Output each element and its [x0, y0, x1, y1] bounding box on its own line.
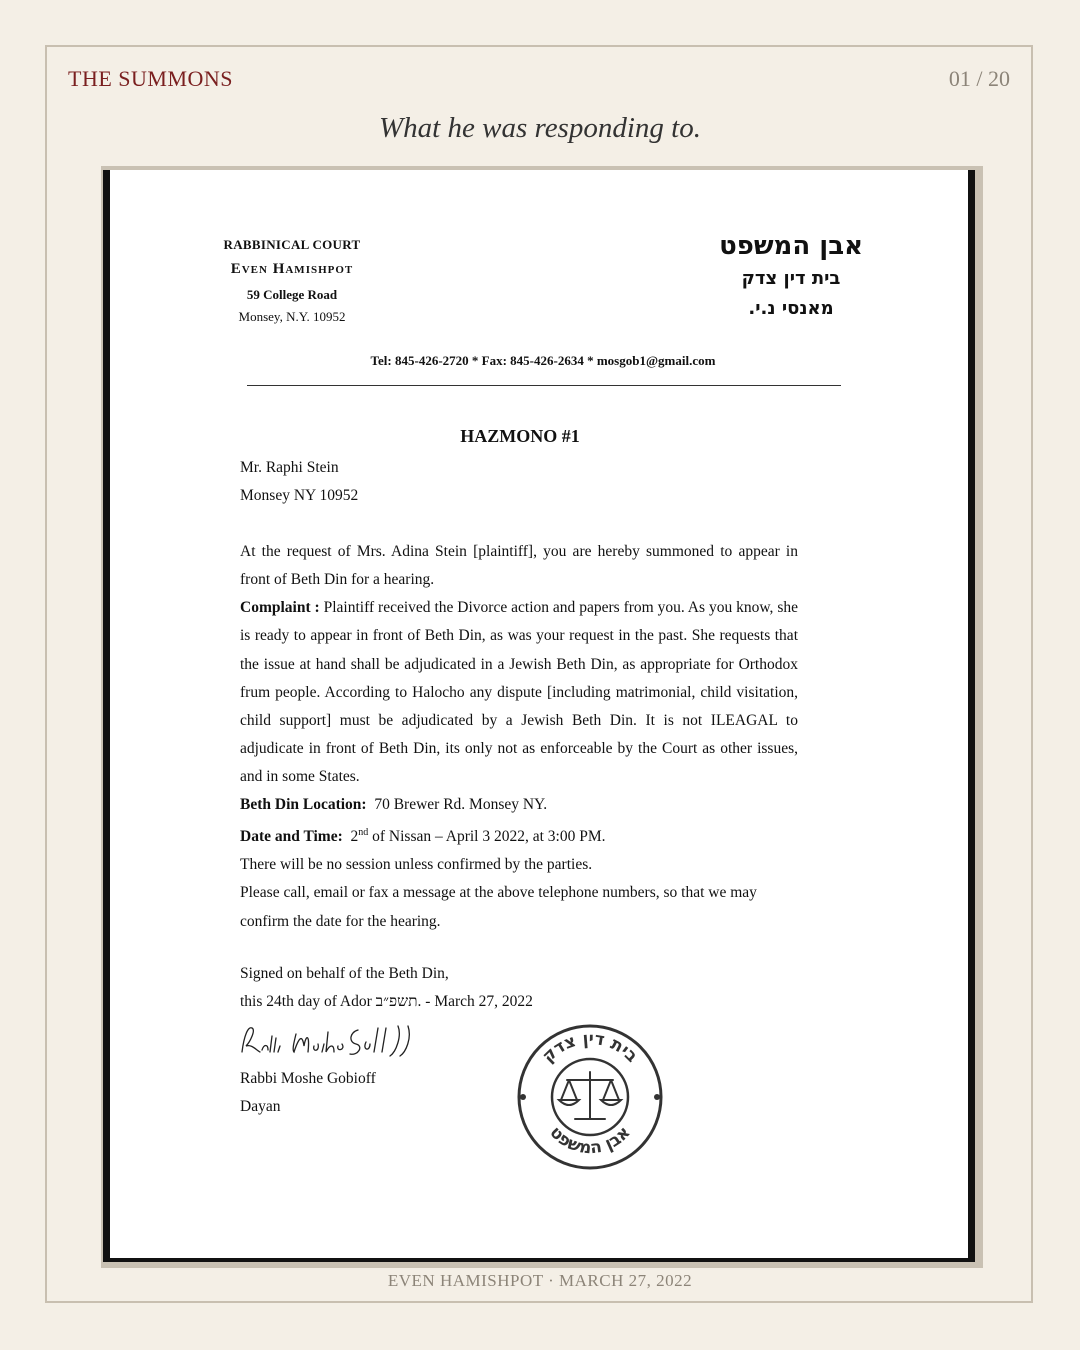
signed-line-1: Signed on behalf of the Beth Din,: [240, 964, 449, 982]
datetime-line: [240, 819, 798, 851]
document-body: [240, 454, 798, 1016]
signed-line-2: this 24th day of Ador ‎תשפ״ב.‎ - March 27, 2022: [240, 992, 533, 1010]
page-counter: 01 / 20: [948, 66, 1010, 91]
complaint-text: Plaintiff received the Divorce action and papers from you. As you know, she is ready to appear in front of Beth Din, as was your request in the past. She requests that the issue at hand shall be adjudicated in a Jewish Beth Din, as appropriate for Orthodox frum people. According to Halocho any dispute [including matrimonial, child visitation, child support] must be adjudicated by a Jewish Beth Din. It is not ILEAGAL to adjudicate in front of Beth Din, its only not as enforceable by the Court as other issues, and in some States.: [240, 599, 798, 785]
location-line: [240, 791, 798, 819]
letterhead-hebrew: [719, 228, 863, 324]
letterhead-hebrew-court: בית דין צדק: [741, 268, 841, 289]
request-paragraph: At the request of Mrs. Adina Stein [plaintiff], you are hereby summoned to appear in front of Beth Din for a hearing.: [240, 543, 798, 589]
letterhead-city: Monsey, N.Y. 10952: [238, 309, 346, 324]
letterhead-english: [220, 236, 364, 328]
datetime-suffix: nd: [358, 827, 369, 839]
please-call-note: Please call, email or fax a message at the above telephone numbers, so that we may confirm the date for the hearing.: [240, 884, 757, 930]
complaint-paragraph: [240, 594, 798, 791]
letterhead-court-label: RABBINICAL COURT: [223, 237, 361, 252]
section-label: THE SUMMONS: [68, 66, 234, 91]
summons-document: [103, 170, 975, 1262]
datetime-label: Date and Time:: [240, 828, 343, 846]
datetime-day: 2: [350, 828, 359, 846]
svg-text:אבן המשפט: אבן המשפט: [545, 1122, 635, 1159]
letterhead-hebrew-city: מאנסי נ.י.: [748, 298, 834, 319]
letterhead-court-name: Even Hamishpot: [230, 261, 354, 277]
recipient-address: Monsey NY 10952: [240, 487, 359, 505]
document-title: HAZMONO #1: [460, 426, 580, 446]
complaint-label: Complaint :: [240, 599, 320, 617]
recipient-name: Mr. Raphi Stein: [240, 459, 339, 476]
footer-caption: EVEN HAMISHPOT · MARCH 27, 2022: [387, 1271, 693, 1290]
no-session-note: There will be no session unless confirmed by the parties.: [240, 856, 593, 874]
signature-image: [238, 1016, 428, 1062]
signatory-block: [240, 1065, 376, 1121]
location-label: Beth Din Location:: [240, 796, 367, 814]
signatory-title: Dayan: [240, 1098, 281, 1116]
letterhead-street: 59 College Road: [246, 287, 338, 302]
datetime-rest: of Nissan – April 3 2022, at 3:00 PM.: [372, 828, 606, 846]
letterhead-divider: [247, 385, 841, 386]
slide-subtitle: What he was responding to.: [379, 112, 701, 144]
contact-line: Tel: 845-426-2720 * Fax: 845-426-2634 * mosgob1@gmail.com: [370, 353, 716, 368]
location-value: 70 Brewer Rd. Monsey NY.: [374, 796, 548, 814]
svg-text:בית דין צדק: בית דין צדק: [538, 1028, 642, 1067]
court-seal-icon: [515, 1022, 665, 1172]
letterhead-hebrew-name: אבן המשפט: [719, 231, 863, 261]
signatory-name: Rabbi Moshe Gobioff: [240, 1070, 376, 1087]
